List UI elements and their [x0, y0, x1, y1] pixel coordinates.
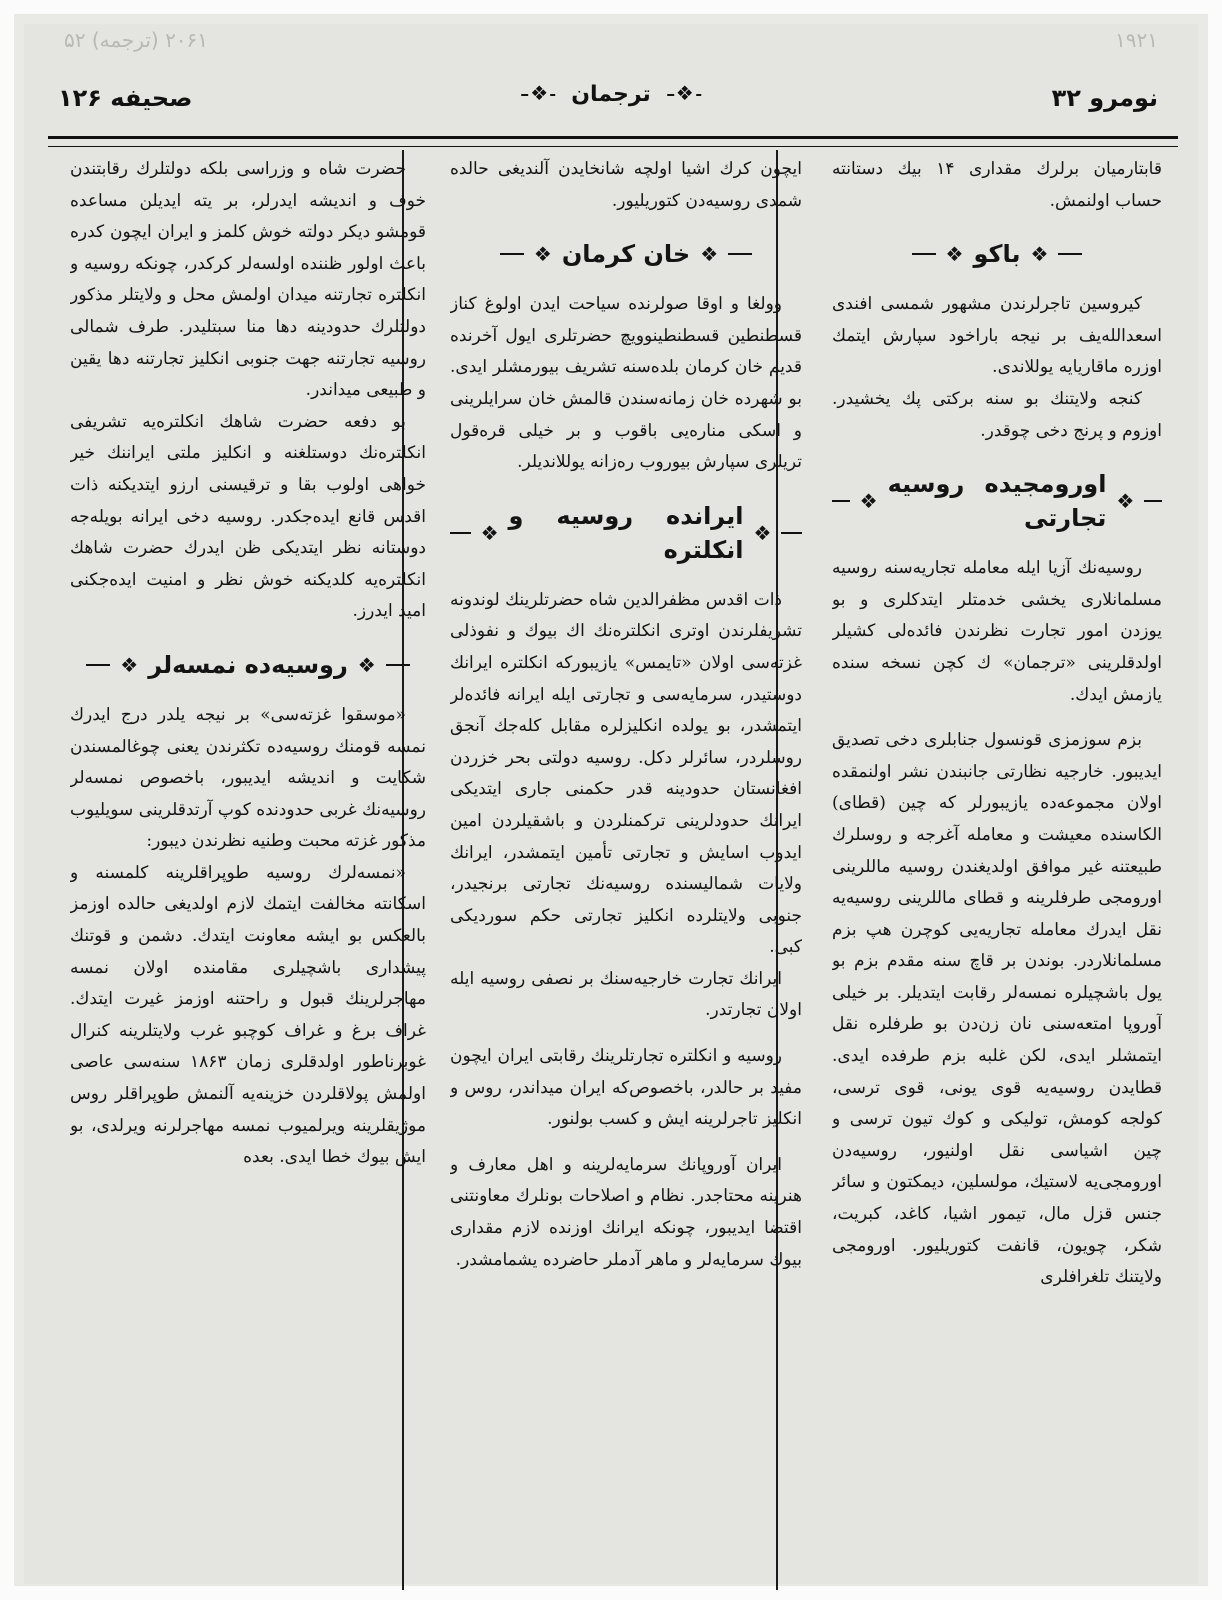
newspaper-title: ترجمان: [571, 82, 651, 107]
article-text: حضرت شاه و وزراسى بلكه دولتلرك رقابتندن خوف و انديشه ايدرلر، بر يته ايديلن مساعده قومشو ديكر دولته خوش كلمز و ايران ايچون كدره باعث اولور ظننده اولسه‌لر كركدر، چونكه روسيه و انكلتره تجارتنه ميدان اولمش محل و ولايتلر مذكور دولتلرك حدودينه دها منا سبتليدر. طرف شمالى روسيه تجارتنه جهت جنوبى انكليز تجارتنه دها يقين و طبيعى ميداندر.: [70, 159, 426, 401]
article-text: «نمسه‌لرك روسيه طوپراقلرينه كلمسنه و اسكانته مخالفت ايتمك لازم اولديغى حالده اوزمز بالعكس بو ايشه معاونت ايتدك. دشمن و قوتنك پيشدارى باشچيلرى مقامنده اولان نمسه مهاجرلرينك قبول و راحتنه اوزمز غيرت ايتدك. غراف برغ و غراف كوچبو غرب ولايتلرينه كنرال غوبرناطور اولدقلرى زمان ۱۸۶۳ سنه‌سى عاصى اولمش پولاقلردن خزينه‌يه آلنمش طوپراقلر روس موژيقلرينه ويرلميوب نمسه مهاجرلرنه ويرلدى، بو ايش بيوك خطا ايدى. بعده: [70, 862, 426, 1168]
section-heading: [832, 467, 1162, 535]
paragraph-gap: [450, 1136, 802, 1150]
ornament-icon: ❖: [1030, 242, 1049, 267]
handwritten-annotation-right: ۱۹۲۱: [1115, 28, 1158, 52]
ornament-icon: ❖: [480, 520, 499, 545]
ornament-icon: ❖: [753, 520, 772, 545]
article-text: روسيه‌نك آزيا ايله معامله تجاريه‌سنه روسيه مسلمانلارى يخشى خدمتلر ايتدكلرى و بو يوزدن امور تجارت نظرندن فائده‌لى كشيلر اولدقلرينى «ترجمان» ك كچن نسخه سنده يازمش ايدك.: [832, 558, 1162, 705]
ornament-icon: ❖: [945, 242, 964, 267]
heading-text: خان كرمان: [561, 240, 691, 269]
article-text: ذات اقدس مظفرالدين شاه حضرتلرينك لوندونه تشريفلرندن اوترى انكلتره‌نك اك بيوك و نفوذلى غزته‌سى اولان «تايمس» يازيبوركه انكلتره ايرانك دوستيدر، سرمايه‌سى و تجارتى ايله ايرانه فائده‌لر ايتمشدر، بو يولده انكليزلره مقابل كله‌جك آنجق روسلردر، سائرلر دكل. روسيه دولتى بحر خزردن افغانستان حدودينه قدر حكمنى جارى ايتديكى ايرانك حدودلرينى تركمنلردن و باشقيلردن امين ايدوب اسايش و تجارتى تأمين ايتمشدر، ايرانك ولايات شماليسنده روسيه‌نك تجارتى برنجيدر، جنوبى ولايتلرده انكليز تجارتى حكم سورديكى كبى.: [450, 589, 802, 958]
newspaper-title-block: [519, 82, 703, 107]
issue-number: نومرو ۳۲: [1051, 84, 1158, 112]
ornament-icon: ❖: [1116, 489, 1135, 514]
page-surface: [24, 24, 1198, 1584]
article-text: كنجه ولايتنك بو سنه بركتى پك يخشيدر. اوزوم و پرنج دخى چوقدر.: [832, 388, 1162, 441]
section-heading: [450, 237, 802, 271]
rule-dash: [1144, 500, 1162, 502]
left-column: [70, 154, 426, 1574]
ornament-icon: ❖: [533, 242, 552, 267]
article-text: كيروسين تاجرلرندن مشهور شمسى افندى اسعدالله‌يف بر نيجه باراخود سپارش ايتمك اوزره ماقاريايه يوللاندى.: [832, 294, 1162, 378]
rule-dash: [1058, 253, 1082, 255]
ornament-icon: ❖: [859, 489, 878, 514]
rule-dash: [912, 253, 936, 255]
rule-dash: [728, 253, 752, 255]
ornament-icon: ❖: [120, 652, 139, 677]
heading-text: روسيه‌ده نمسه‌لر: [148, 650, 348, 679]
article-text: ايران آوروپانك سرمايه‌لرينه و اهل معارف و هنرينه محتاجدر. نظام و اصلاحات بونلرك معاونتنى اقتضا ايديبور، چونكه ايرانك اوزنده لازم مقدارى بيوك سرمايه‌لر و ماهر آدملر حاضرده يشمامشدر.: [450, 1154, 802, 1270]
section-heading: [832, 237, 1162, 271]
middle-column: [450, 154, 802, 1574]
masthead: [44, 82, 1178, 122]
rule-dash: [386, 664, 410, 666]
article-text: وولغا و اوقا صولرنده سياحت ايدن اولوغ كناز قسطنطين قسطنطينوويچ حضرتلرى ايول آخرنده قديم خان كرمان بلده‌سنه تشريف بيورمشلر ايدى. بو شهرده خان زمانه‌سندن قالمش خان سرايلرينى و اسكى منارەيى باقوب و بر خيلى قره‌قول تريلرى سپارش بيوروب رەزانه يوللانديلر.: [450, 294, 802, 473]
ornament-icon: ❖: [700, 242, 719, 267]
header-rule-thin: [48, 146, 1178, 147]
heading-text: ايرانده روسيه و انكلتره: [508, 501, 744, 564]
article-text: «موسقوا غزته‌سى» بر نيجه يلدر درج ايدرك نمسه قومنك روسيه‌ده تكثرندن يعنى چوغالمسندن شكايت و انديشه ايديبور، باخصوص نمسه‌لر روسيه‌نك غربى حدودنده كوپ آرتدقلرينى سويليوب مذكور غزته محبت وطنيه نظرندن ديبور:: [70, 704, 426, 852]
right-column: [832, 154, 1162, 1574]
page-number: صحيفه ۱۲۶: [58, 84, 193, 112]
ornament-icon: [665, 86, 703, 104]
header-rule: [48, 136, 1178, 139]
ornament-icon: ❖: [357, 652, 376, 677]
paragraph-gap: [832, 711, 1162, 725]
rule-dash: [500, 253, 524, 255]
rule-dash: [832, 500, 850, 502]
rule-dash: [450, 532, 471, 534]
section-heading: [450, 499, 802, 567]
article-text: ايچون كرك اشيا اولچه شانخايدن آلنديغى حالده شمدى روسيه‌دن كتوريليور.: [450, 159, 802, 211]
section-heading: [70, 648, 426, 682]
article-text: بو دفعه حضرت شاهك انكلتره‌يه تشريفى انكلتره‌نك دوستلغنه و انكليز ملتى ايراننك خير خواهى اولوب بقا و ترقيسنى ارزو ايتديكنه ذات اقدس قانع ايده‌جكدر. روسيه دخى ايرانه بويله‌جه دوستانه نظر ايتديكى ظن ايدرك حضرت شاهك انكلتره‌يه كلديكنه خوش نظر و امنيت ايده‌جكنى اميد ايدرز.: [70, 411, 426, 622]
rule-dash: [86, 664, 110, 666]
ornament-icon: [519, 86, 557, 104]
handwritten-annotation-left: ۲۰۶۱ (ترجمه) ۵۲: [64, 28, 209, 52]
paragraph-gap: [450, 1027, 802, 1041]
article-text: قابتارميان برلرك مقدارى ۱۴ بيك دستانته حساب اولنمش.: [832, 159, 1162, 211]
rule-dash: [781, 532, 802, 534]
heading-text: اورومجيده روسيه تجارتى: [887, 470, 1107, 533]
article-text: بزم سوزمزى قونسول جنابلرى دخى تصديق ايديبور. خارجيه نظارتى جانبندن نشر اولنمقده اولان مجموعه‌ده يازيبورلر كه چين (قطاى) الكاسنده معيشت و معامله آغرجه و روسلرك طبيعتنه غير موافق اولديغندن روسيه ماللرينى اورومجى طرفلرينه و قطاى ماللرينى روسيه‌يه نقل ايدرك معامله تجاريه‌يى كوچرن هپ بزم مسلمانلاردر. بوندن بر قاچ سنه مقدم بزم بو يول باشچيلره نمسه‌لر رقابت ايتديلر. بر خيلى آوروپا امتعه‌سنى نان زن‌دن بو طرفلره نقل ايتمشلر ايدى، لكن غلبه بزم طرفده ايدى. قطايدن روسيه‌يه قوى يونى، قوى ترسى، كولجه كومش، توليكى و كوك تيون ترسى و چين اشياسى نقل اولنيور، روسيه‌دن اورومجى‌يه لاستيك، مولسلين، ديمكتون و سائر جنس قزل مال، تيمور اشيا، كاغد، كبريت، شكر، چويون، قانفت كتوريليور. اورومجى ولايتنك تلغرافلرى: [832, 730, 1162, 1288]
article-text: روسيه و انكلتره تجارتلرينك رقابتى ايران ايچون مفيد بر حالدر، باخصوص‌كه ايران ميداندر، روس و انكليز تاجرلرينه ايش و كسب بولنور.: [450, 1046, 802, 1130]
heading-text: باكو: [973, 240, 1021, 269]
article-text: ايرانك تجارت خارجيه‌سنك بر نصفى روسيه ايله اولان تجارتدر.: [450, 968, 802, 1021]
